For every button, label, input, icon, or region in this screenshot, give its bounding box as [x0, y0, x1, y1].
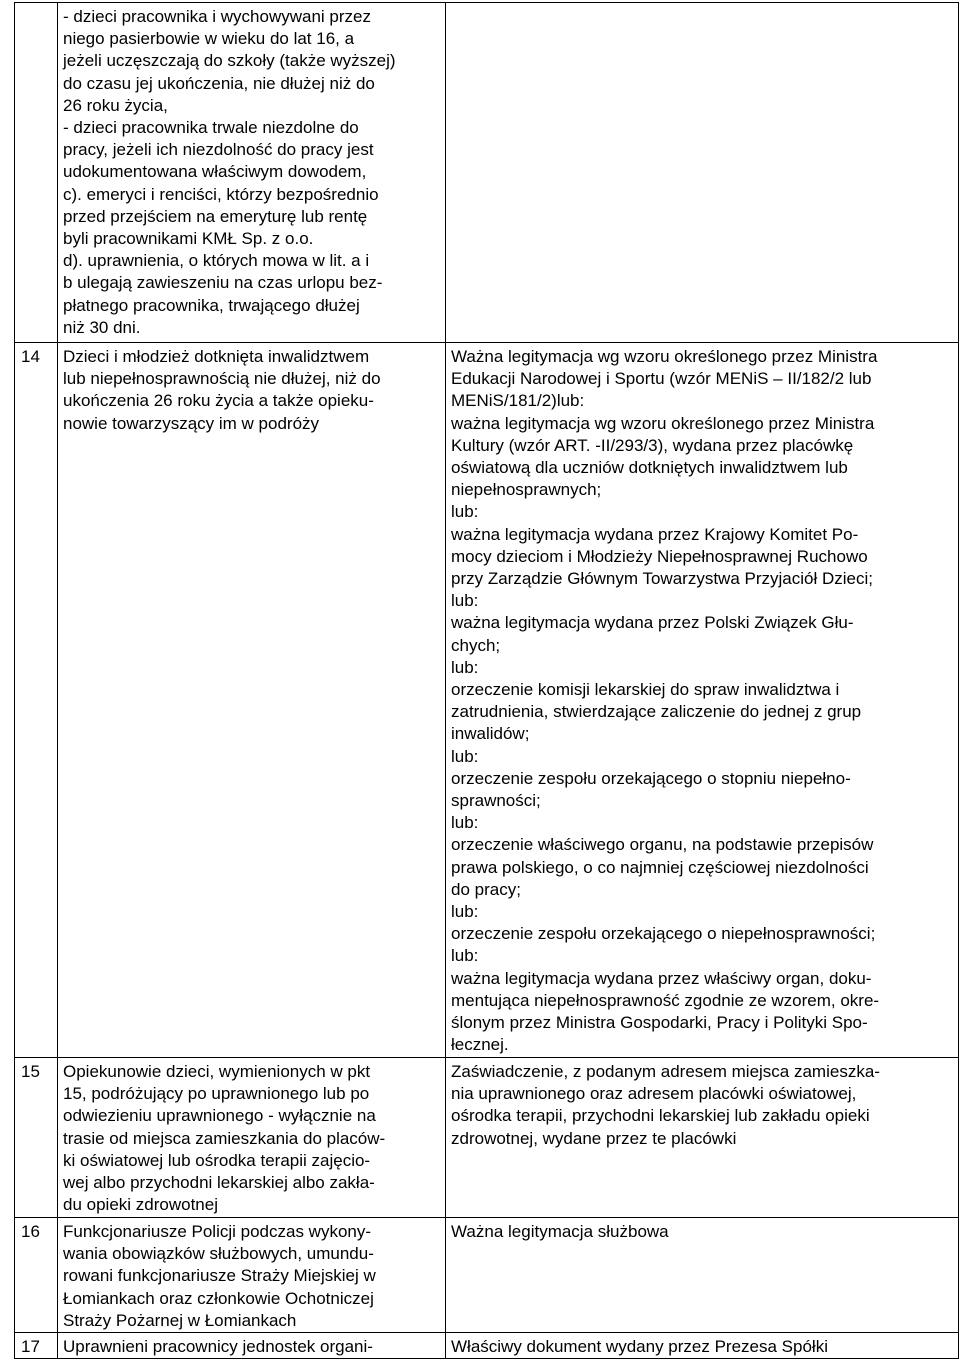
description-line: jeżeli uczęszczają do szkoły (także wyższej) — [63, 51, 396, 71]
document-line: chych; — [451, 635, 501, 655]
description-line: udokumentowana właściwym dowodem, — [63, 162, 367, 182]
description-line: du opieki zdrowotnej — [63, 1195, 218, 1215]
document-line: zdrowotnej, wydane przez te placówki — [451, 1128, 737, 1148]
document-line: Właściwy dokument wydany przez Prezesa Spółki — [451, 1337, 828, 1357]
description-line: wania obowiązków służbowych, umundu- — [63, 1244, 374, 1264]
document-line: ośrodka terapii, przychodni lekarskiej lub zakładu opieki — [451, 1106, 870, 1126]
description-line: c). emeryci i renciści, którzy bezpośrednio — [63, 184, 379, 204]
description-line: Opiekunowie dzieci, wymienionych w pkt — [63, 1062, 371, 1081]
document-line: lub: — [451, 746, 479, 766]
document-line: lub: — [451, 657, 479, 677]
description-line: ki oświatowej lub ośrodka terapii zajęcio- — [63, 1150, 371, 1170]
description-line: 26 roku życia, — [63, 95, 168, 115]
document-line: Edukacji Narodowej i Sportu (wzór MENiS – II/182/2 lub — [451, 369, 872, 389]
row-number: 16 — [15, 1218, 58, 1333]
document-line: ważna legitymacja wg wzoru określonego przez Ministra — [451, 413, 875, 433]
description-line: Łomiankach oraz członkowie Ochotniczej — [63, 1288, 374, 1308]
description-line: Uprawnieni pracownicy jednostek organi- — [63, 1337, 373, 1357]
document-line: orzeczenie właściwego organu, na podstawie przepisów — [451, 835, 874, 855]
description-line: ukończenia 26 roku życia a także opieku- — [63, 391, 374, 411]
document-line: przy Zarządzie Głównym Towarzystwa Przyjaciół Dzieci; — [451, 569, 873, 589]
description-line: niż 30 dni. — [63, 317, 141, 337]
row-number — [15, 3, 58, 343]
document-line: Kultury (wzór ART. -II/293/3), wydana przez placówkę — [451, 435, 854, 455]
description-line: niego pasierbowie w wieku do lat 16, a — [63, 29, 355, 49]
document-line: mentująca niepełnosprawność zgodnie ze wzorem, okre- — [451, 990, 880, 1010]
description-line: Dzieci i młodzież dotknięta inwalidztwem — [63, 347, 370, 366]
eligible-group-cell — [58, 1058, 446, 1218]
document-line: mocy dzieciom i Młodzieży Niepełnosprawnej Ruchowo — [451, 546, 868, 566]
description-line: d). uprawnienia, o których mowa w lit. a i — [63, 251, 370, 271]
description-line: lub niepełnosprawnością nie dłużej, niż do — [63, 369, 381, 389]
eligibility-table — [14, 2, 959, 1359]
required-document-cell — [446, 1058, 959, 1218]
description-line: odwiezieniu uprawnionego - wyłącznie na — [63, 1106, 376, 1126]
required-document-cell — [446, 343, 959, 1058]
description-line: Straży Pożarnej w Łomiankach — [63, 1310, 297, 1330]
description-line: rowani funkcjonariusze Straży Miejskiej w — [63, 1266, 376, 1286]
document-line: Ważna legitymacja wg wzoru określonego przez Ministra — [451, 347, 878, 366]
document-line: zatrudnienia, stwierdzające zaliczenie do jednej z grup — [451, 702, 862, 722]
document-line: lub: — [451, 591, 479, 611]
document-line: lub: — [451, 813, 479, 833]
document-line: ważna legitymacja wydana przez Krajowy Komitet Po- — [451, 524, 859, 544]
table-row — [15, 1058, 959, 1218]
description-line: przed przejściem na emeryturę lub rentę — [63, 206, 368, 226]
document-line: lub: — [451, 502, 479, 522]
description-line: - dzieci pracownika trwale niezdolne do — [63, 118, 359, 138]
eligible-group-cell — [58, 1218, 446, 1333]
document-line: do pracy; — [451, 879, 521, 899]
document-line: lub: — [451, 902, 479, 922]
document-line: orzeczenie zespołu orzekającego o stopniu niepełno- — [451, 768, 851, 788]
description-line: nowie towarzyszący im w podróży — [63, 413, 320, 433]
document-line: nia uprawnionego oraz adresem placówki oświatowej, — [451, 1084, 857, 1104]
required-document-cell — [446, 1218, 959, 1333]
description-line: - dzieci pracownika i wychowywani przez — [63, 7, 372, 26]
eligible-group-cell — [58, 1333, 446, 1359]
document-line: łecznej. — [451, 1035, 509, 1055]
description-line: Funkcjonariusze Policji podczas wykony- — [63, 1222, 372, 1241]
description-line: płatnego pracownika, trwającego dłużej — [63, 295, 360, 315]
document-line: oświatową dla uczniów dotkniętych inwalidztwem lub — [451, 458, 848, 478]
row-number: 14 — [15, 343, 58, 1058]
row-number: 17 — [15, 1333, 58, 1359]
description-line: do czasu jej ukończenia, nie dłużej niż do — [63, 73, 375, 93]
required-document-cell — [446, 3, 959, 343]
eligible-group-cell — [58, 3, 446, 343]
table-row — [15, 343, 959, 1058]
document-line: niepełnosprawnych; — [451, 480, 602, 500]
description-line: b ulegają zawieszeniu na czas urlopu bez- — [63, 273, 383, 293]
document-line: lub: — [451, 946, 479, 966]
document-line: Ważna legitymacja służbowa — [451, 1222, 669, 1241]
document-line: ważna legitymacja wydana przez Polski Związek Głu- — [451, 613, 854, 633]
description-line: byli pracownikami KMŁ Sp. z o.o. — [63, 229, 314, 249]
document-line: inwalidów; — [451, 724, 530, 744]
document-line: Zaświadczenie, z podanym adresem miejsca zamieszka- — [451, 1062, 880, 1081]
document-line: prawa polskiego, o co najmniej częściowej niezdolności — [451, 857, 869, 877]
description-line: 15, podróżujący po uprawnionego lub po — [63, 1084, 370, 1104]
document-line: orzeczenie zespołu orzekającego o niepełnosprawności; — [451, 924, 876, 944]
table-row — [15, 3, 959, 343]
eligible-group-cell — [58, 343, 446, 1058]
description-line: pracy, jeżeli ich niezdolność do pracy jest — [63, 140, 374, 160]
description-line: trasie od miejsca zamieszkania do placów- — [63, 1128, 386, 1148]
description-line: wej albo przychodni lekarskiej albo zakła- — [63, 1173, 375, 1193]
document-line: ślonym przez Ministra Gospodarki, Pracy i Polityki Spo- — [451, 1013, 868, 1033]
table-row — [15, 1333, 959, 1359]
required-document-cell — [446, 1333, 959, 1359]
document-line: orzeczenie komisji lekarskiej do spraw inwalidztwa i — [451, 680, 840, 700]
row-number: 15 — [15, 1058, 58, 1218]
table-row — [15, 1218, 959, 1333]
document-line: ważna legitymacja wydana przez właściwy organ, doku- — [451, 968, 872, 988]
document-line: sprawności; — [451, 791, 541, 811]
document-line: MENiS/181/2)lub: — [451, 391, 585, 411]
